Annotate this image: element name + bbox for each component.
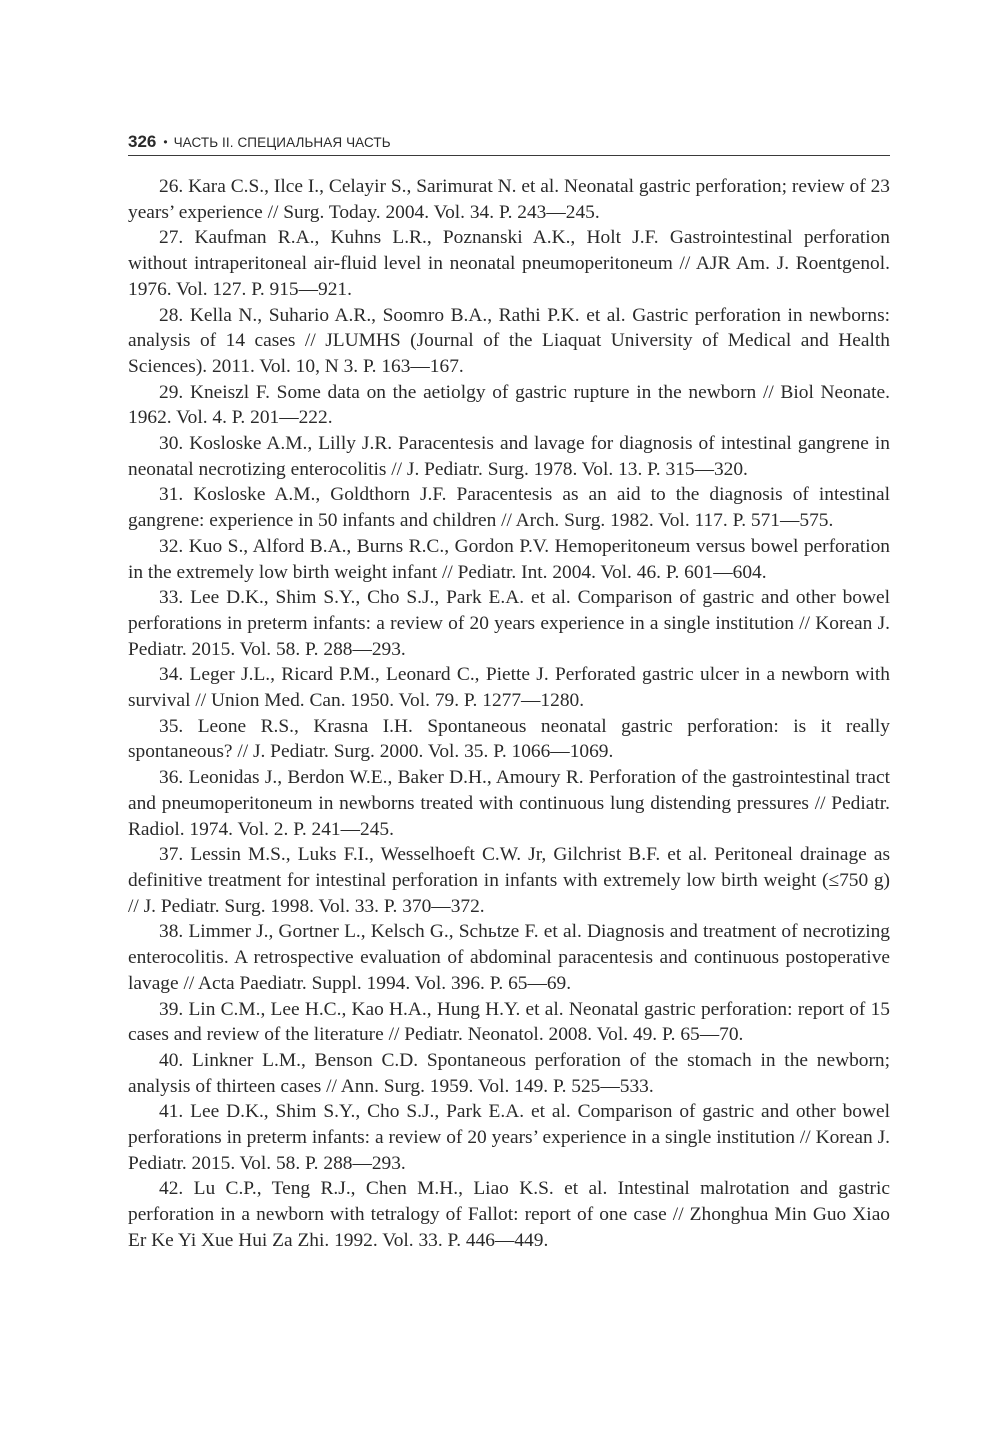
reference-item-28: 28. Kella N., Suhario A.R., Soomro B.A., Rathi P.K. et al. Gastric perforation in newborns: analysis of 14 cases // JLUMHS (Journal of the Liaquat University of Medical and Health Sciences). 2011. Vol. 10, N 3. P. 163—167. bbox=[128, 304, 890, 377]
reference-item-33: 33. Lee D.K., Shim S.Y., Cho S.J., Park E.A. et al. Comparison of gastric and other bowel perforations in preterm infants: a review of 20 years experience in a single institution // Korean J. Pediatr. 2015. Vol. 58. P. 288—293. bbox=[128, 587, 890, 660]
bullet-separator: • bbox=[163, 135, 168, 149]
reference-item-31: 31. Kosloske A.M., Goldthorn J.F. Paracentesis as an aid to the diagnosis of intestinal gangrene: experience in 50 infants and children // Arch. Surg. 1982. Vol. 117. P. 571—575. bbox=[128, 484, 890, 532]
reference-item-32: 32. Kuo S., Alford B.A., Burns R.C., Gordon P.V. Hemoperitoneum versus bowel perforation in the extremely low birth weight infant // Pediatr. Int. 2004. Vol. 46. P. 601—604. bbox=[128, 535, 890, 583]
reference-item-41: 41. Lee D.K., Shim S.Y., Cho S.J., Park E.A. et al. Comparison of gastric and other bowel perforations in preterm infants: a review of 20 years’ experience in a single institution // Korean J. Pediatr. 2015. Vol. 58. P. 288—293. bbox=[128, 1101, 890, 1174]
reference-item-34: 34. Leger J.L., Ricard P.M., Leonard C., Piette J. Perforated gastric ulcer in a newborn with survival // Union Med. Can. 1950. Vol. 79. P. 1277—1280. bbox=[128, 664, 890, 712]
reference-item-40: 40. Linkner L.M., Benson C.D. Spontaneous perforation of the stomach in the newborn; analysis of thirteen cases // Ann. Surg. 1959. Vol. 149. P. 525—533. bbox=[128, 1049, 890, 1097]
running-header bbox=[128, 131, 890, 156]
reference-item-42: 42. Lu C.P., Teng R.J., Chen M.H., Liao K.S. et al. Intestinal malrotation and gastric perforation in a newborn with tetralogy of Fallot: report of one case // Zhonghua Min Guo Xiao Er Ke Yi Xue Hui Za Zhi. 1992. Vol. 33. P. 446—449. bbox=[128, 1178, 890, 1251]
reference-list bbox=[128, 174, 890, 1254]
page-number: 326 bbox=[128, 132, 157, 151]
reference-item-36: 36. Leonidas J., Berdon W.E., Baker D.H., Amoury R. Perforation of the gastrointestinal tract and pneumoperitoneum in newborns treated with continuous lung distending pressures // Pediatr. Radiol. 1974. Vol. 2. P. 241—245. bbox=[128, 767, 890, 840]
reference-item-26: 26. Kara C.S., Ilce I., Celayir S., Sarimurat N. et al. Neonatal gastric perforation; review of 23 years’ experience // Surg. Today. 2004. Vol. 34. P. 243—245. bbox=[128, 176, 890, 223]
reference-item-29: 29. Kneiszl F. Some data on the aetiolgy of gastric rupture in the newborn // Biol Neonate. 1962. Vol. 4. P. 201—222. bbox=[128, 381, 890, 429]
reference-item-37: 37. Lessin M.S., Luks F.I., Wesselhoeft C.W. Jr, Gilchrist B.F. et al. Peritoneal drainage as definitive treatment for intestinal perforation in infants with extremely low birth weight (≤750 g) // J. Pediatr. Surg. 1998. Vol. 33. P. 370—372. bbox=[128, 844, 890, 917]
reference-item-35: 35. Leone R.S., Krasna I.H. Spontaneous neonatal gastric perforation: is it really spontaneous? // J. Pediatr. Surg. 2000. Vol. 35. P. 1066—1069. bbox=[128, 715, 890, 763]
reference-item-39: 39. Lin C.M., Lee H.C., Kao H.A., Hung H.Y. et al. Neonatal gastric perforation: report of 15 cases and review of the literature // Pediatr. Neonatol. 2008. Vol. 49. P. 65—70. bbox=[128, 998, 890, 1046]
reference-item-30: 30. Kosloske A.M., Lilly J.R. Paracentesis and lavage for diagnosis of intestinal gangrene in neonatal necrotizing enterocolitis // J. Pediatr. Surg. 1978. Vol. 13. P. 315—320. bbox=[128, 433, 890, 480]
reference-item-27: 27. Kaufman R.A., Kuhns L.R., Poznanski A.K., Holt J.F. Gastrointestinal perforation without intraperitoneal air-fluid level in neonatal pneumoperitoneum // AJR Am. J. Roentgenol. 1976. Vol. 127. P. 915—921. bbox=[128, 227, 890, 300]
chapter-title: ЧАСТЬ II. СПЕЦИАЛЬНАЯ ЧАСТЬ bbox=[173, 135, 391, 150]
reference-item-38: 38. Limmer J., Gortner L., Kelsch G., Schьtze F. et al. Diagnosis and treatment of necrotizing enterocolitis. A retrospective evaluation of abdominal paracentesis and continuous postoperative lavage // Acta Paediatr. Suppl. 1994. Vol. 396. P. 65—69. bbox=[128, 921, 890, 994]
